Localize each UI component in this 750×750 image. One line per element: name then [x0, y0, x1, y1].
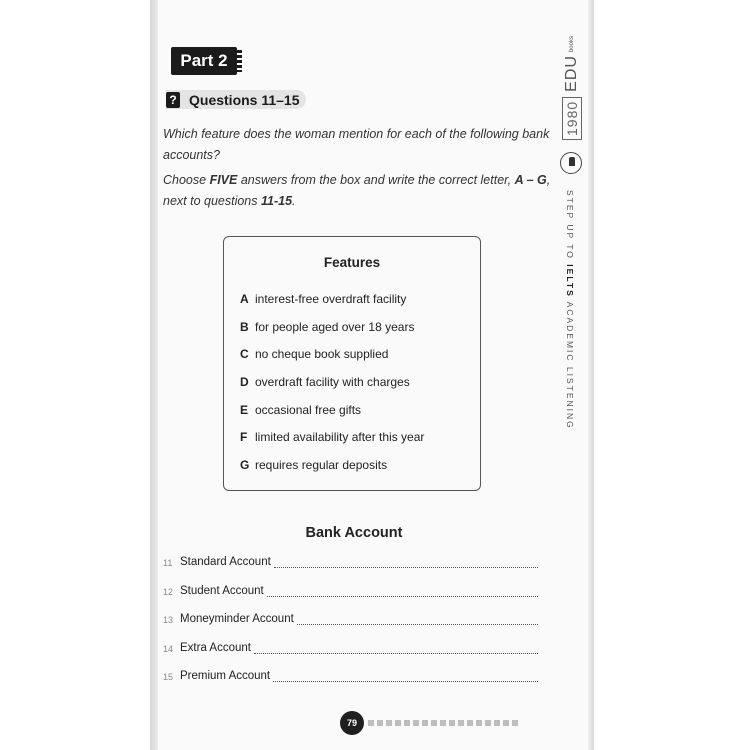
instruction-line: Which feature does the woman mention for each of the following bank [163, 127, 550, 141]
page-number: 79 [340, 711, 364, 735]
bank-account-list [163, 556, 538, 699]
features-title: Features [323, 255, 381, 270]
question-number: 15 [163, 672, 174, 683]
question-number: 13 [163, 615, 174, 626]
question-number: 11 [163, 558, 173, 568]
page-gutter-right [588, 0, 594, 750]
bank-account-item: 12 Student Account [163, 585, 538, 614]
feature-item: F limited availability after this year [240, 430, 425, 445]
question-mark-icon: ? [166, 92, 180, 108]
feature-item: E occasional free gifts [240, 402, 362, 417]
bank-account-item: 13 Moneyminder Account [163, 613, 538, 642]
answer-line[interactable] [254, 642, 538, 654]
answer-line[interactable] [274, 556, 538, 568]
questions-heading [166, 90, 306, 109]
features-box [223, 236, 481, 491]
series-title: STEP UP TO IELTS ACADEMIC LISTENING [565, 190, 575, 430]
part-label: Part 2 [180, 51, 228, 70]
part-badge [171, 47, 237, 75]
feature-item: G requires regular deposits [240, 458, 388, 473]
questions-title: Questions 11–15 [189, 91, 300, 108]
feature-item: C no cheque book supplied [240, 347, 389, 362]
feature-item: D overdraft facility with charges [240, 375, 410, 390]
features-list [240, 292, 424, 486]
brand-number: 1980 [562, 97, 582, 140]
brand-small: books [568, 36, 575, 53]
publisher-logo [559, 36, 585, 140]
answer-line[interactable] [273, 670, 538, 682]
instruction-line: accounts? [163, 148, 220, 162]
bank-account-item: 11 Standard Account [163, 556, 538, 585]
answer-line[interactable] [297, 613, 538, 625]
instruction-line: next to questions 11-15. [163, 194, 296, 208]
listening-head-icon [560, 152, 582, 174]
bank-account-item: 14 Extra Account [163, 642, 538, 671]
bank-account-item: 15 Premium Account [163, 670, 538, 699]
feature-item: A interest-free overdraft facility [240, 292, 407, 306]
bank-account-title: Bank Account [305, 525, 403, 541]
feature-item: B for people aged over 18 years [240, 319, 415, 334]
brand-name: EDU [563, 55, 580, 92]
page-footer-strip [368, 720, 518, 726]
instruction-question [163, 124, 553, 166]
answer-line[interactable] [267, 585, 538, 597]
question-number: 12 [163, 586, 174, 597]
question-number: 14 [163, 643, 174, 654]
instruction-line: Choose FIVE answers from the box and write the correct letter, A – G, [163, 173, 551, 187]
instruction-choose [163, 170, 553, 212]
